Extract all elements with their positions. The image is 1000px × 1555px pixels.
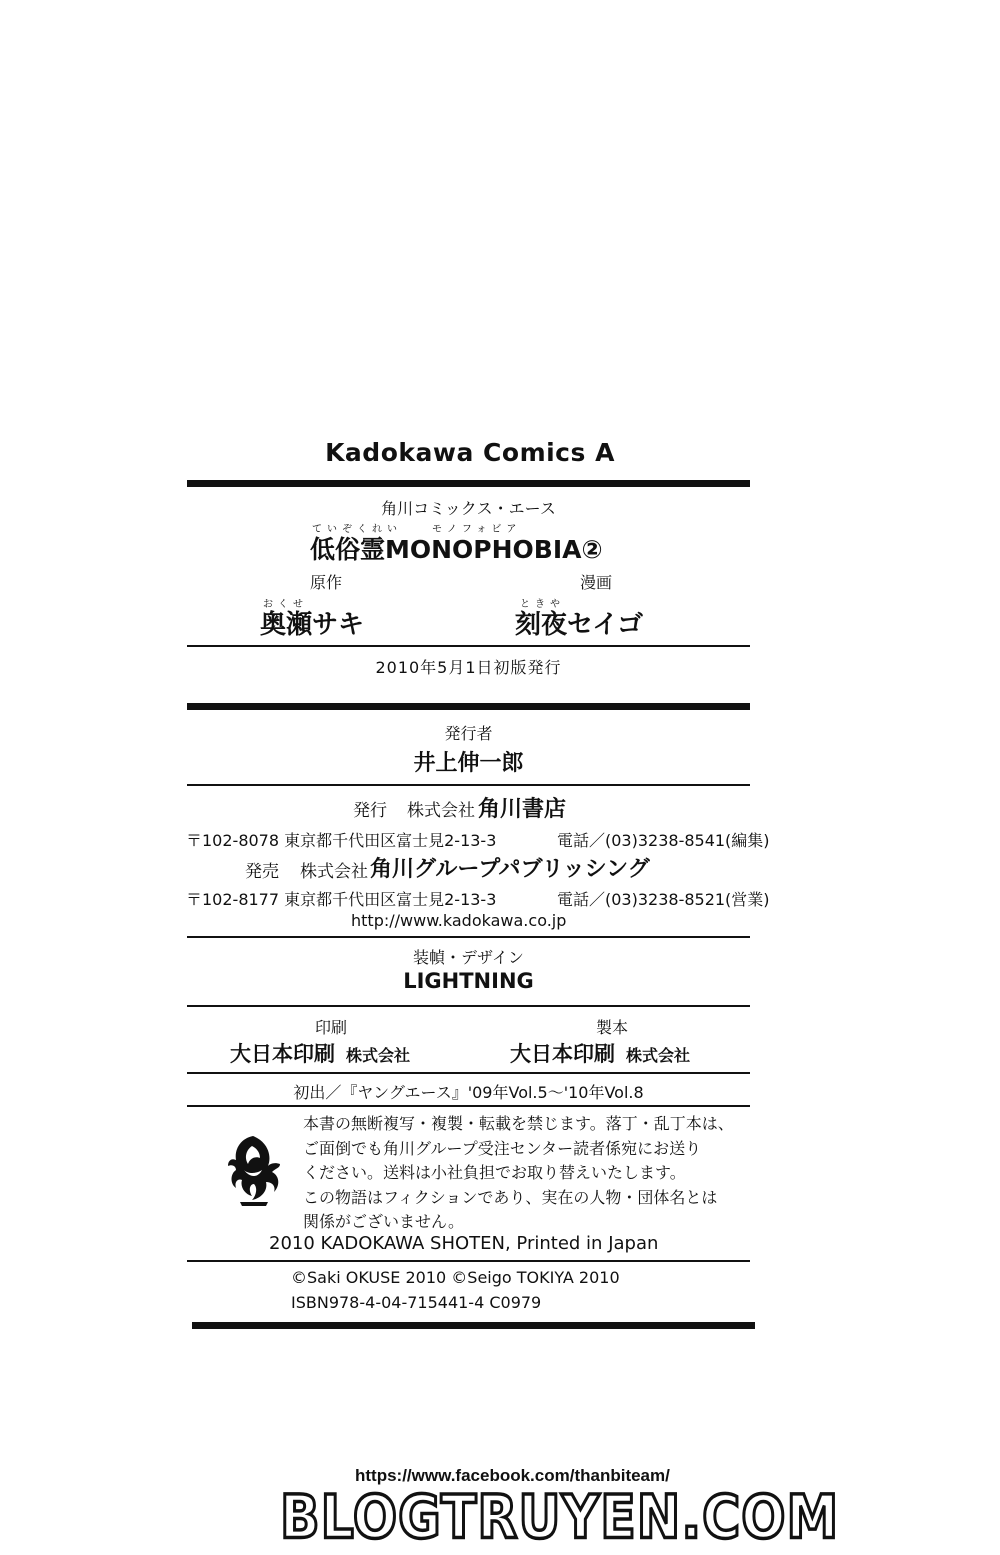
bind-label: 製本 bbox=[596, 1018, 629, 1037]
original-ruby: おくせ bbox=[263, 599, 308, 610]
divider bbox=[187, 1005, 750, 1007]
publisher-name: 井上伸一郎 bbox=[413, 751, 524, 776]
divider bbox=[187, 480, 750, 487]
design-name: LIGHTNING bbox=[403, 969, 534, 993]
notice-line: 関係がございません。 bbox=[303, 1212, 464, 1231]
facebook-link[interactable]: https://www.facebook.com/thanbiteam/ bbox=[355, 1466, 670, 1485]
notice-line: ください。送料は小社負担でお取り替えいたします。 bbox=[303, 1163, 686, 1182]
divider bbox=[187, 703, 750, 710]
first-edition-date: 2010年5月1日初版発行 bbox=[375, 658, 562, 677]
issuer-company-prefix: 株式会社 bbox=[407, 801, 475, 821]
divider bbox=[187, 1260, 750, 1262]
original-author: 奥瀬サキ bbox=[260, 610, 365, 640]
design-label: 装幀・デザイン bbox=[413, 948, 524, 967]
title-ruby-right: モノフォビア bbox=[432, 524, 522, 535]
manga-artist: 刻夜セイゴ bbox=[515, 610, 644, 640]
notice-line: 本書の無断複写・複製・転載を禁じます。落丁・乱丁本は、 bbox=[303, 1114, 734, 1133]
blog-watermark: BLOGTRUYEN.COM bbox=[280, 1483, 840, 1553]
issuer-address: 〒102-8078 東京都千代田区富士見2-13-3 bbox=[186, 831, 497, 850]
seller-company: 角川グループパブリッシング bbox=[370, 857, 650, 882]
publisher-label: 発行者 bbox=[444, 724, 493, 743]
divider bbox=[187, 1105, 750, 1107]
series-title-jp: 角川コミックス・エース bbox=[381, 499, 556, 518]
notice-line: この物語はフィクションであり、実在の人物・団体名とは bbox=[303, 1187, 718, 1207]
copyright: ©Saki OKUSE 2010 ©Seigo TOKIYA 2010 bbox=[291, 1268, 620, 1287]
divider bbox=[187, 1072, 750, 1074]
issuer-label: 発行 bbox=[353, 801, 387, 821]
seller-company-prefix: 株式会社 bbox=[300, 862, 368, 882]
divider bbox=[187, 936, 750, 938]
first-appearance: 初出／『ヤングエース』'09年Vol.5〜'10年Vol.8 bbox=[293, 1083, 644, 1102]
seller-phone: 電話／(03)3238-8521(営業) bbox=[557, 890, 770, 909]
printed-in-japan: 2010 KADOKAWA SHOTEN, Printed in Japan bbox=[269, 1233, 659, 1254]
original-label: 原作 bbox=[310, 573, 343, 592]
print-company-suffix: 株式会社 bbox=[346, 1046, 411, 1065]
print-company: 大日本印刷 bbox=[230, 1042, 335, 1066]
bind-company-suffix: 株式会社 bbox=[626, 1046, 691, 1065]
book-title: 低俗霊MONOPHOBIA② bbox=[310, 535, 603, 564]
notice bbox=[303, 1112, 734, 1235]
bind-company: 大日本印刷 bbox=[510, 1042, 615, 1066]
issuer-company: 角川書店 bbox=[478, 797, 567, 822]
manga-label: 漫画 bbox=[580, 573, 613, 592]
seller-address: 〒102-8177 東京都千代田区富士見2-13-3 bbox=[186, 890, 497, 909]
divider bbox=[187, 784, 750, 786]
divider bbox=[192, 1322, 755, 1329]
divider bbox=[187, 645, 750, 647]
seller-label: 発売 bbox=[245, 862, 279, 882]
phoenix-logo-icon bbox=[222, 1130, 284, 1210]
issuer-phone: 電話／(03)3238-8541(編集) bbox=[557, 831, 770, 850]
title-ruby-left: ていぞくれい bbox=[312, 524, 402, 535]
manga-ruby: ときや bbox=[520, 599, 565, 610]
notice-line: ご面倒でも角川グループ受注センター読者係宛にお送り bbox=[303, 1138, 702, 1158]
series-title-en: Kadokawa Comics A bbox=[325, 438, 615, 467]
print-label: 印刷 bbox=[315, 1018, 348, 1037]
isbn: ISBN978-4-04-715441-4 C0979 bbox=[291, 1293, 542, 1312]
publisher-url[interactable]: http://www.kadokawa.co.jp bbox=[351, 911, 567, 930]
